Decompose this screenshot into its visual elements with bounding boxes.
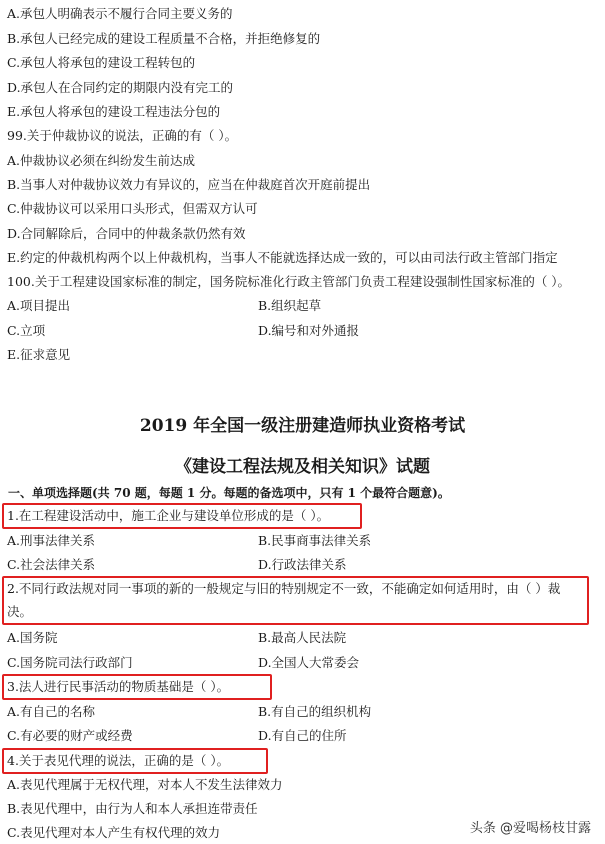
option-a: A.有自己的名称: [7, 704, 96, 719]
option-a: A.刑事法律关系: [7, 533, 96, 548]
option-e: E.征求意见: [7, 347, 71, 362]
exam-subtitle: 《建设工程法规及相关知识》试题: [175, 457, 430, 477]
option-c: C.国务院司法行政部门: [7, 655, 133, 670]
option-d: D.行政法律关系: [258, 557, 347, 572]
text-line: B.当事人对仲裁协议效力有异议的，应当在仲裁庭首次开庭前提出: [7, 177, 371, 192]
text-line: D.承包人在合同约定的期限内没有完工的: [7, 80, 234, 95]
question-stem: 1.在工程建设活动中，施工企业与建设单位形成的是（ ）。: [7, 508, 330, 523]
text-line: A.仲裁协议必须在纠纷发生前达成: [7, 153, 196, 168]
option-b: B.民事商事法律关系: [258, 533, 372, 548]
option-b: B.最高人民法院: [258, 630, 347, 645]
option-b: B.有自己的组织机构: [258, 704, 372, 719]
text-line: D.合同解除后，合同中的仲裁条款仍然有效: [7, 226, 246, 241]
option-a: A.表见代理属于无权代理，对本人不发生法律效力: [7, 777, 283, 792]
text-line: E.约定的仲裁机构两个以上仲裁机构，当事人不能就选择达成一致的，可以由司法行政主管部门指定: [7, 250, 558, 265]
option-d: D.有自己的住所: [258, 728, 347, 743]
option-c: C.立项: [7, 323, 46, 338]
exam-title: 2019 年全国一级注册建造师执业资格考试: [139, 416, 466, 436]
text-line: C.仲裁协议可以采用口头形式，但需双方认可: [7, 201, 258, 216]
option-b: B.表见代理中，由行为人和本人承担连带责任: [7, 801, 258, 816]
option-a: A.项目提出: [7, 298, 71, 313]
watermark: 头条 @爱喝杨枝甘露: [469, 821, 591, 836]
question-stem: 2.不同行政法规对同一事项的新的一般规定与旧的特别规定不一致，不能确定如何适用时，由（ ）裁: [7, 581, 561, 596]
text-line: B.承包人已经完成的建设工程质量不合格，并拒绝修复的: [7, 31, 321, 46]
section-heading: 一、单项选择题(共 70 题，每题 1 分。每题的备选项中，只有 1 个最符合题意)。: [8, 486, 450, 500]
text-line: A.承包人明确表示不履行合同主要义务的: [7, 6, 233, 21]
question-stem-continued: 决。: [7, 604, 33, 619]
question-stem: 3.法人进行民事活动的物质基础是（ ）。: [7, 679, 230, 694]
option-c: C.表见代理对本人产生有权代理的效力: [7, 825, 221, 840]
question-stem: 4.关于表见代理的说法，正确的是（ ）。: [7, 753, 230, 768]
text-line: E.承包人将承包的建设工程违法分包的: [7, 104, 221, 119]
text-line: C.承包人将承包的建设工程转包的: [7, 55, 196, 70]
option-b: B.组织起草: [258, 298, 322, 313]
option-c: C.有必要的财产或经费: [7, 728, 133, 743]
question-stem-100: 100.关于工程建设国家标准的制定，国务院标准化行政主管部门负责工程建设强制性国家标准的（ ）。: [7, 274, 571, 289]
option-d: D.全国人大常委会: [258, 655, 360, 670]
option-c: C.社会法律关系: [7, 557, 96, 572]
question-stem-99: 99.关于仲裁协议的说法，正确的有（ ）。: [7, 128, 238, 143]
option-a: A.国务院: [7, 630, 58, 645]
option-d: D.编号和对外通报: [258, 323, 360, 338]
